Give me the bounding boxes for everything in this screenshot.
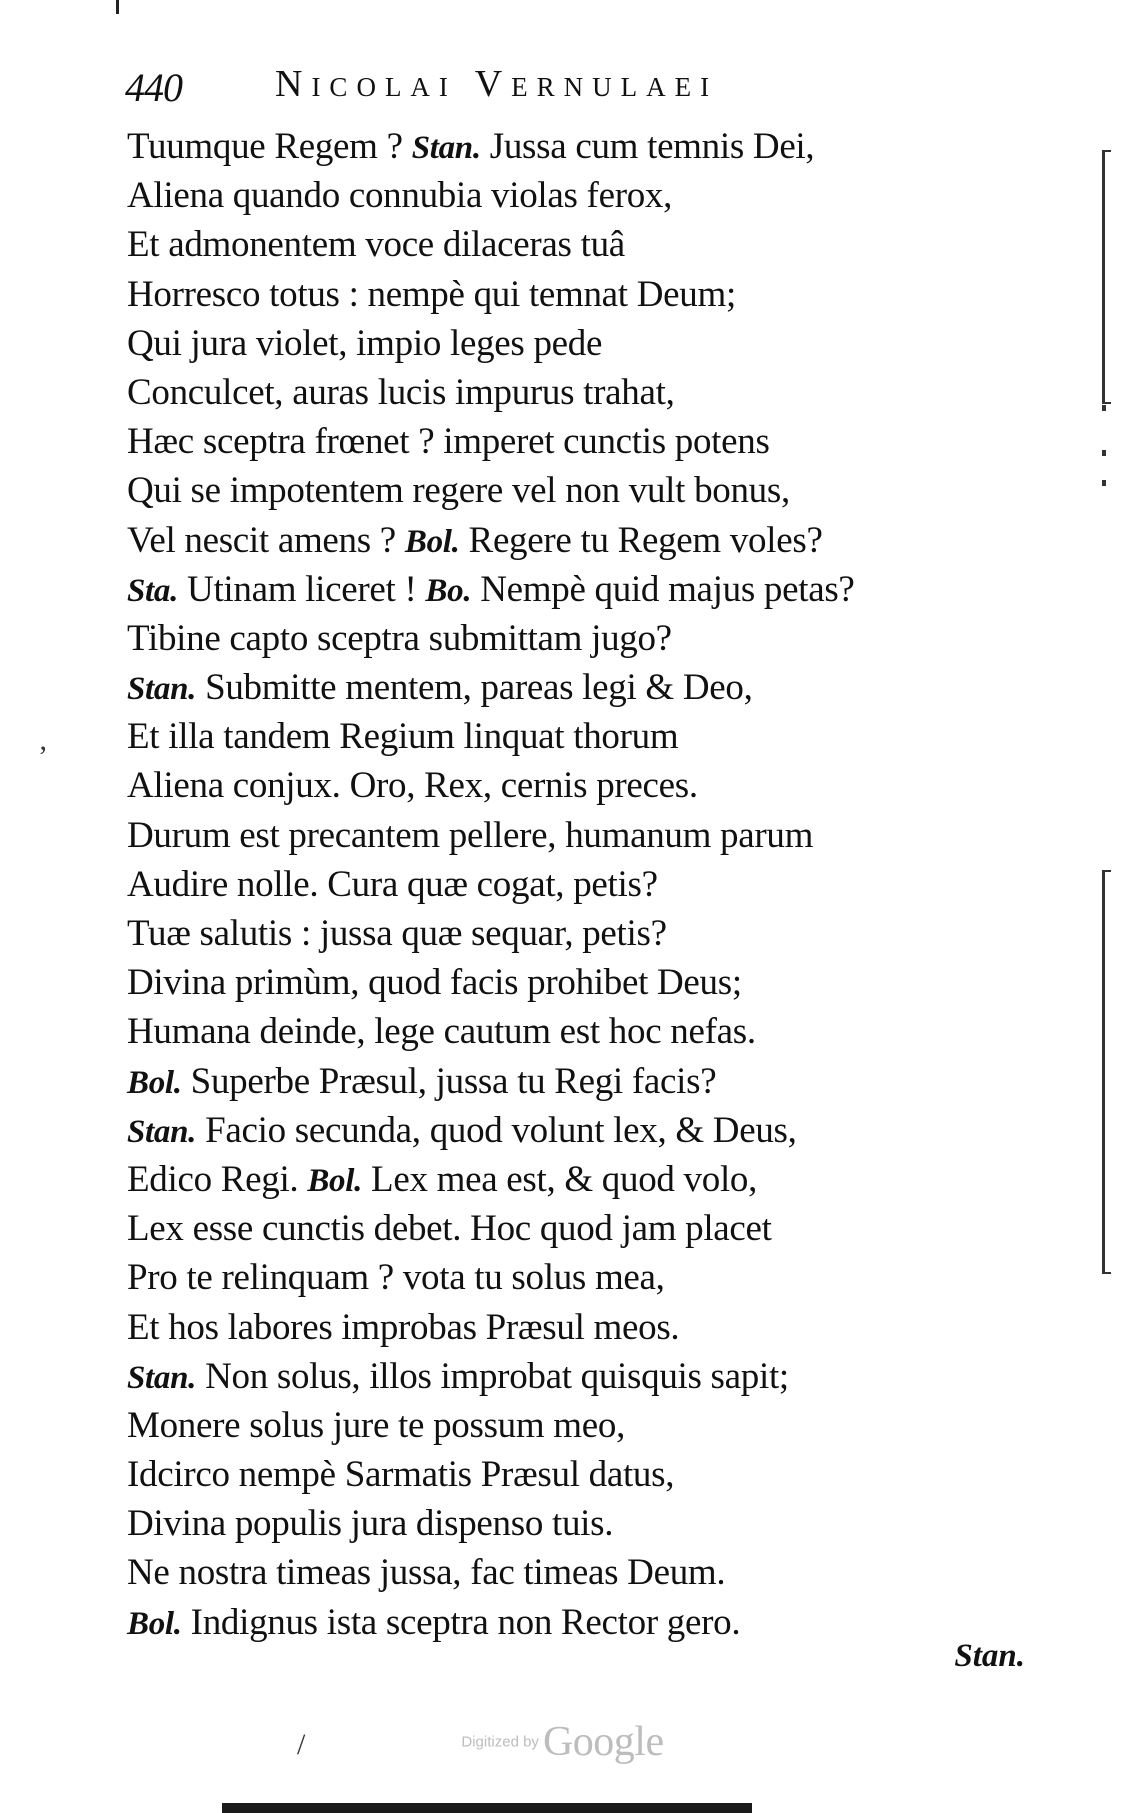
verse-text: Regere tu Regem voles?	[459, 519, 823, 561]
verse-text: Et illa tandem Regium linquat thorum	[127, 716, 679, 758]
verse-line	[127, 614, 1027, 663]
verse-text: Monere solus jure te possum meo,	[127, 1404, 626, 1446]
verse-text: Tuæ salutis : jussa quæ sequar, petis?	[127, 913, 667, 954]
verse-line	[127, 516, 1027, 565]
verse-text: Tibine capto sceptra submittam jugo?	[127, 617, 672, 659]
verse-line	[127, 1450, 1027, 1499]
speaker-label: Stan.	[411, 130, 481, 166]
verse-text: Pro te relinquam ? vota tu solus mea,	[127, 1257, 665, 1299]
verse-text: Facio secunda, quod volunt lex, & Deus,	[196, 1109, 797, 1151]
speaker-label: Bo.	[425, 572, 472, 609]
margin-speck	[1102, 450, 1106, 456]
verse-line	[127, 122, 1027, 171]
verse-line	[127, 417, 1027, 466]
stray-mark: ’	[38, 740, 48, 773]
verse-line	[127, 1499, 1027, 1548]
verse-text: Edico Regi.	[127, 1158, 308, 1200]
verse-text: Ne nostra timeas jussa, fac timeas Deum.	[127, 1552, 726, 1594]
speaker-label: Bol.	[127, 1064, 182, 1101]
verse-text: Audire nolle. Cura quæ cogat, petis?	[127, 863, 658, 905]
verse-line	[127, 171, 1027, 220]
catchword: Stan.	[954, 1638, 1025, 1674]
verse-text: Lex esse cunctis debet. Hoc quod jam placet	[127, 1208, 772, 1250]
verse-text: Tuumque Regem ?	[127, 126, 412, 167]
verse-line	[127, 466, 1027, 515]
verse-line	[127, 712, 1027, 761]
google-logo: Google	[542, 1719, 664, 1765]
verse-line	[127, 663, 1027, 712]
verse-line	[127, 958, 1027, 1007]
speaker-label: Stan.	[127, 671, 197, 708]
verse-text: Non solus, illos improbat quisquis sapit;	[196, 1355, 789, 1397]
verse-text: Vel nescit amens ?	[127, 519, 405, 561]
verse-line	[127, 1303, 1027, 1352]
page-bottom-edge	[222, 1803, 752, 1813]
verse-line	[127, 1155, 1027, 1204]
verse-line	[127, 1106, 1027, 1155]
verse-line	[127, 270, 1027, 319]
verse-text: Utinam liceret !	[178, 568, 426, 610]
verse-line	[127, 368, 1027, 417]
verse-line	[127, 220, 1027, 269]
verse-line	[127, 811, 1027, 860]
digitization-watermark	[0, 1718, 1125, 1766]
speaker-label: Bol.	[307, 1162, 363, 1199]
verse-text: Horresco totus : nempè qui temnat Deum;	[127, 273, 736, 315]
verse-text: Divina primùm, quod facis prohibet Deus;	[127, 962, 742, 1004]
verse-text: Humana deinde, lege cautum est hoc nefas.	[127, 1011, 756, 1053]
verse-text: Qui jura violet, impio leges pede	[127, 322, 603, 364]
verse-text: Conculcet, auras lucis impurus trahat,	[127, 371, 675, 413]
verse-line	[127, 1253, 1027, 1302]
verse-text: Aliena quando connubia violas ferox,	[127, 175, 673, 217]
verse-line	[127, 1598, 1027, 1647]
verse-text: Et hos labores improbas Præsul meos.	[127, 1306, 680, 1348]
verse-body	[127, 122, 1027, 1647]
verse-line	[127, 1548, 1027, 1597]
verse-line	[127, 1204, 1027, 1253]
speaker-label: Stan.	[127, 1359, 197, 1396]
verse-line	[127, 1057, 1027, 1106]
page-edge-mark	[116, 0, 119, 14]
margin-speck	[1102, 480, 1106, 486]
verse-text: Indignus ista sceptra non Rector gero.	[181, 1601, 741, 1643]
verse-line	[127, 761, 1027, 810]
speaker-label: Stan.	[127, 1113, 197, 1150]
verse-text: Aliena conjux. Oro, Rex, cernis preces.	[127, 765, 698, 807]
margin-bracket	[1102, 870, 1111, 1274]
verse-line	[127, 1352, 1027, 1401]
verse-text: Nempè quid majus petas?	[471, 568, 855, 610]
speaker-label: Sta.	[127, 572, 179, 609]
margin-bracket	[1102, 150, 1111, 404]
margin-speck	[1102, 405, 1106, 411]
verse-line	[127, 909, 1027, 958]
verse-text: Et admonentem voce dilaceras tuâ	[127, 224, 625, 266]
verse-line	[127, 860, 1027, 909]
verse-text: Divina populis jura dispenso tuis.	[127, 1503, 614, 1545]
verse-text: Lex mea est, & quod volo,	[362, 1158, 758, 1200]
running-head	[125, 58, 885, 114]
running-title: Nicolai Vernulaei	[275, 63, 719, 105]
verse-line	[127, 1401, 1027, 1450]
watermark-prefix: Digitized by	[461, 1733, 539, 1751]
verse-line	[127, 1007, 1027, 1056]
page-number: 440	[125, 65, 182, 110]
verse-text: Hæc sceptra frœnet ? imperet cunctis potens	[127, 421, 770, 463]
verse-line	[127, 319, 1027, 368]
verse-text: Superbe Præsul, jussa tu Regi facis?	[181, 1060, 717, 1102]
speaker-label: Bol.	[127, 1605, 182, 1642]
verse-text: Idcirco nempè Sarmatis Præsul datus,	[127, 1454, 675, 1496]
verse-text: Jussa cum temnis Dei,	[480, 126, 815, 167]
right-margin-marks	[1098, 150, 1114, 1550]
verse-text: Qui se impotentem regere vel non vult bonus,	[127, 470, 790, 512]
verse-text: Durum est precantem pellere, humanum parum	[127, 814, 814, 856]
stray-mark: /	[297, 1728, 306, 1761]
verse-line	[127, 565, 1027, 614]
verse-text: Submitte mentem, pareas legi & Deo,	[196, 667, 753, 709]
speaker-label: Bol.	[404, 523, 460, 560]
